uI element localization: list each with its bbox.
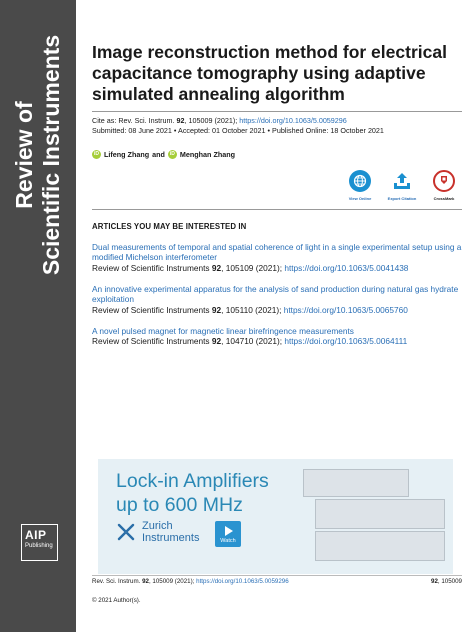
amplifier-device-image <box>315 499 445 529</box>
journal-sidebar <box>0 0 76 632</box>
related-article-doi[interactable]: https://doi.org/10.1063/5.0064111 <box>284 336 408 347</box>
crossmark-button[interactable] <box>426 170 462 201</box>
related-article-source <box>92 336 462 346</box>
related-article-title[interactable]: A novel pulsed magnet for magnetic linear birefringence measurements <box>92 326 354 336</box>
footer-page-number <box>431 578 462 586</box>
related-article-doi[interactable]: https://doi.org/10.1063/5.0041438 <box>284 262 409 273</box>
footer-divider <box>92 575 462 576</box>
export-icon <box>391 170 413 192</box>
crossmark-label: CrossMark <box>433 196 455 201</box>
ad-headline <box>116 469 269 517</box>
ad-brand-line2: Instruments <box>142 532 200 544</box>
zurich-instruments-logo-icon <box>116 522 136 542</box>
footer-right-page: , 105009 <box>437 578 462 585</box>
related-article-journal: Review of Scientific Instruments <box>92 262 212 273</box>
amplifier-device-image <box>303 469 409 497</box>
globe-icon <box>349 170 371 192</box>
citation-line <box>92 116 462 126</box>
citation-prefix: Cite as: Rev. Sci. Instrum. <box>92 116 177 125</box>
view-online-label: View Online <box>348 196 372 201</box>
citation-block <box>92 116 462 136</box>
related-articles-heading: ARTICLES YOU MAY BE INTERESTED IN <box>92 222 247 231</box>
view-online-button[interactable] <box>342 170 378 201</box>
export-citation-label: Export Citation <box>387 196 417 201</box>
citation-volume: 92 <box>176 116 185 125</box>
related-article-doi[interactable]: https://doi.org/10.1063/5.0065760 <box>283 304 408 315</box>
author-name[interactable]: Menghan Zhang <box>179 150 236 159</box>
related-article-journal: Review of Scientific Instruments <box>92 304 212 315</box>
related-article-source <box>92 305 462 315</box>
export-citation-button[interactable] <box>384 170 420 201</box>
ad-headline-line1: Lock-in Amplifiers <box>116 470 269 492</box>
footer-volume: 92 <box>142 578 149 585</box>
advertisement-banner[interactable] <box>98 459 453 574</box>
related-article-volume: 92 <box>211 336 222 347</box>
footer-citation <box>92 578 289 586</box>
footer-right-volume: 92 <box>431 578 438 585</box>
aip-publishing-logo[interactable] <box>21 524 58 561</box>
divider <box>92 209 462 210</box>
article-title: Image reconstruction method for electrical capacitance tomography using adaptive simulated annealing algorithm <box>92 42 447 104</box>
aip-logo-text: AIP <box>25 528 47 542</box>
ad-headline-line2: up to 600 MHz <box>116 494 243 516</box>
author-name[interactable]: Lifeng Zhang <box>104 150 150 159</box>
related-article-pages: , 104710 (2021); <box>221 336 285 347</box>
footer-journal: Rev. Sci. Instrum. <box>92 578 143 585</box>
orcid-icon[interactable]: iD <box>94 151 99 157</box>
footer-pages: , 105009 (2021); <box>148 578 197 585</box>
journal-title-line2: Scientific Instruments <box>38 34 64 276</box>
citation-rest: , 105009 (2021); <box>184 116 240 125</box>
author-separator: and <box>152 150 165 159</box>
watch-video-button[interactable] <box>215 521 241 547</box>
related-article-pages: , 105110 (2021); <box>221 304 284 315</box>
author-list <box>92 150 235 159</box>
related-article-volume: 92 <box>211 262 222 273</box>
aip-logo-subtext: Publishing <box>25 543 53 549</box>
related-article-pages: , 105109 (2021); <box>221 262 285 273</box>
related-article-volume: 92 <box>211 304 222 315</box>
related-article-journal: Review of Scientific Instruments <box>92 336 212 347</box>
related-article-title[interactable]: An innovative experimental apparatus for the analysis of sand production during natural gas hydrate exploitation <box>92 284 459 305</box>
footer-doi-link[interactable]: https://doi.org/10.1063/5.0059296 <box>196 578 289 585</box>
zurich-instruments-brand <box>116 520 199 544</box>
watch-label: Watch <box>220 537 236 544</box>
copyright-notice: © 2021 Author(s). <box>92 597 141 604</box>
orcid-icon[interactable]: iD <box>169 151 175 157</box>
ad-brand-line1: Zurich <box>142 520 173 532</box>
play-icon <box>223 525 234 537</box>
related-article-source <box>92 263 462 273</box>
amplifier-device-image <box>315 531 445 561</box>
journal-title <box>0 0 76 310</box>
citation-doi-link[interactable]: https://doi.org/10.1063/5.0059296 <box>239 116 347 125</box>
article-dates: Submitted: 08 June 2021 • Accepted: 01 October 2021 • Published Online: 18 October 2021 <box>92 126 384 135</box>
divider <box>92 111 462 112</box>
crossmark-icon <box>433 170 455 192</box>
related-article <box>92 326 462 347</box>
journal-title-line1: Review of <box>11 101 37 209</box>
related-article <box>92 242 462 273</box>
related-article <box>92 284 462 315</box>
related-article-title[interactable]: Dual measurements of temporal and spatial coherence of light in a single experimental setup using a modified Michelson interferometer <box>92 242 462 263</box>
